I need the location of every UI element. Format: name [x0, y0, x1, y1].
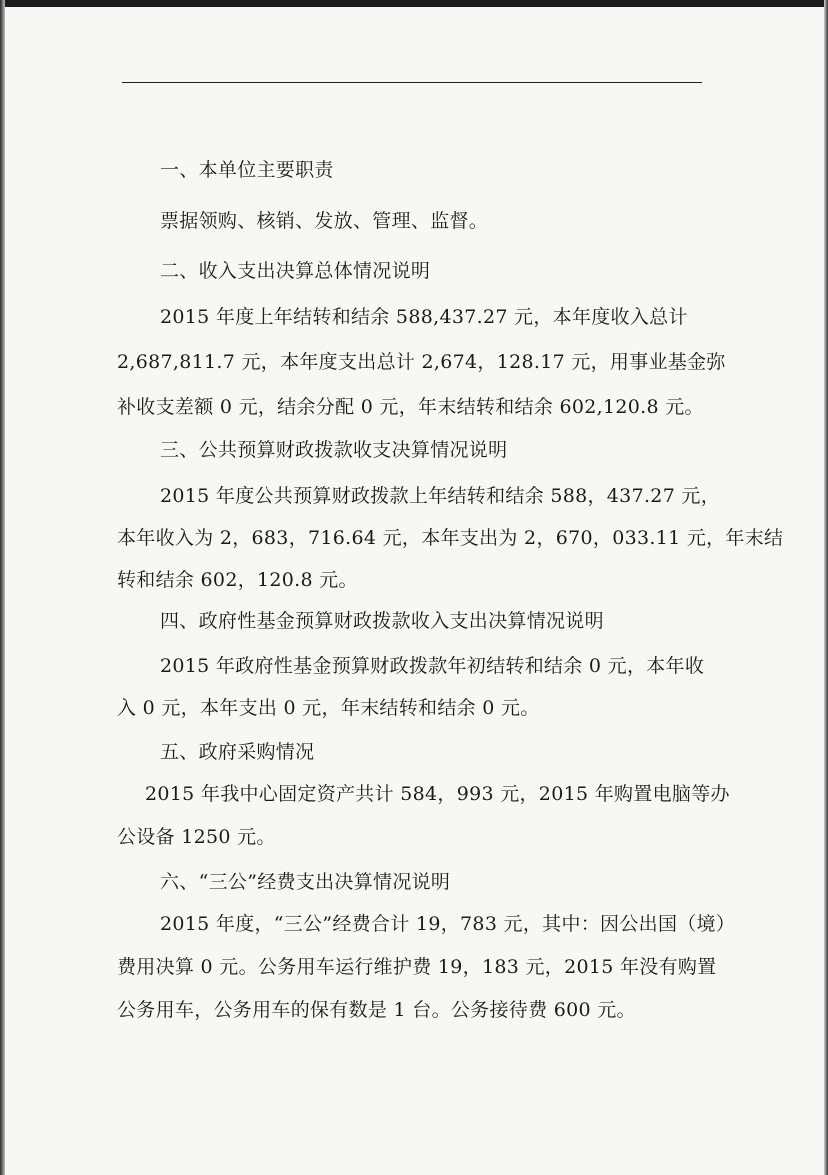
section-4-line-1: 2015 年政府性基金预算财政拨款年初结转和结余 0 元，本年收: [160, 655, 705, 677]
section-3-line-1: 2015 年度公共预算财政拨款上年结转和结余 588，437.27 元，: [160, 485, 721, 507]
section-4-line-2: 入 0 元，本年支出 0 元，年末结转和结余 0 元。: [117, 697, 540, 719]
section-2-line-2: 2,687,811.7 元，本年度支出总计 2,674，128.17 元，用事业基金弥: [117, 351, 726, 373]
section-heading-1: 一、本单位主要职责: [160, 159, 334, 181]
section-heading-4: 四、政府性基金预算财政拨款收入支出决算情况说明: [160, 610, 604, 632]
section-5-line-1: 2015 年我中心固定资产共计 584，993 元，2015 年购置电脑等办: [145, 783, 730, 805]
scan-border-left: [0, 0, 5, 1175]
section-3-line-3: 转和结余 602，120.8 元。: [117, 569, 358, 591]
scan-border-top: [0, 0, 828, 7]
section-2-line-3: 补收支差额 0 元，结余分配 0 元，年末结转和结余 602,120.8 元。: [117, 396, 704, 418]
header-rule: [122, 82, 702, 83]
section-3-line-2: 本年收入为 2，683，716.64 元，本年支出为 2，670，033.11 元，年末结: [117, 527, 784, 549]
section-6-line-1: 2015 年度，“三公”经费合计 19，783 元，其中：因公出国（境）: [160, 913, 736, 935]
section-1-text: 票据领购、核销、发放、管理、监督。: [160, 210, 489, 232]
section-heading-2: 二、收入支出决算总体情况说明: [160, 260, 431, 282]
section-heading-5: 五、政府采购情况: [160, 741, 315, 763]
section-heading-6: 六、“三公”经费支出决算情况说明: [160, 871, 451, 893]
section-heading-3: 三、公共预算财政拨款收支决算情况说明: [160, 439, 508, 461]
section-5-line-2: 公设备 1250 元。: [117, 826, 276, 848]
section-2-line-1: 2015 年度上年结转和结余 588,437.27 元，本年度收入总计: [160, 306, 688, 328]
scan-border-right: [824, 0, 828, 1175]
section-6-line-2: 费用决算 0 元。公务用车运行维护费 19，183 元，2015 年没有购置: [117, 956, 717, 978]
section-6-line-3: 公务用车，公务用车的保有数是 1 台。公务接待费 600 元。: [117, 999, 636, 1021]
